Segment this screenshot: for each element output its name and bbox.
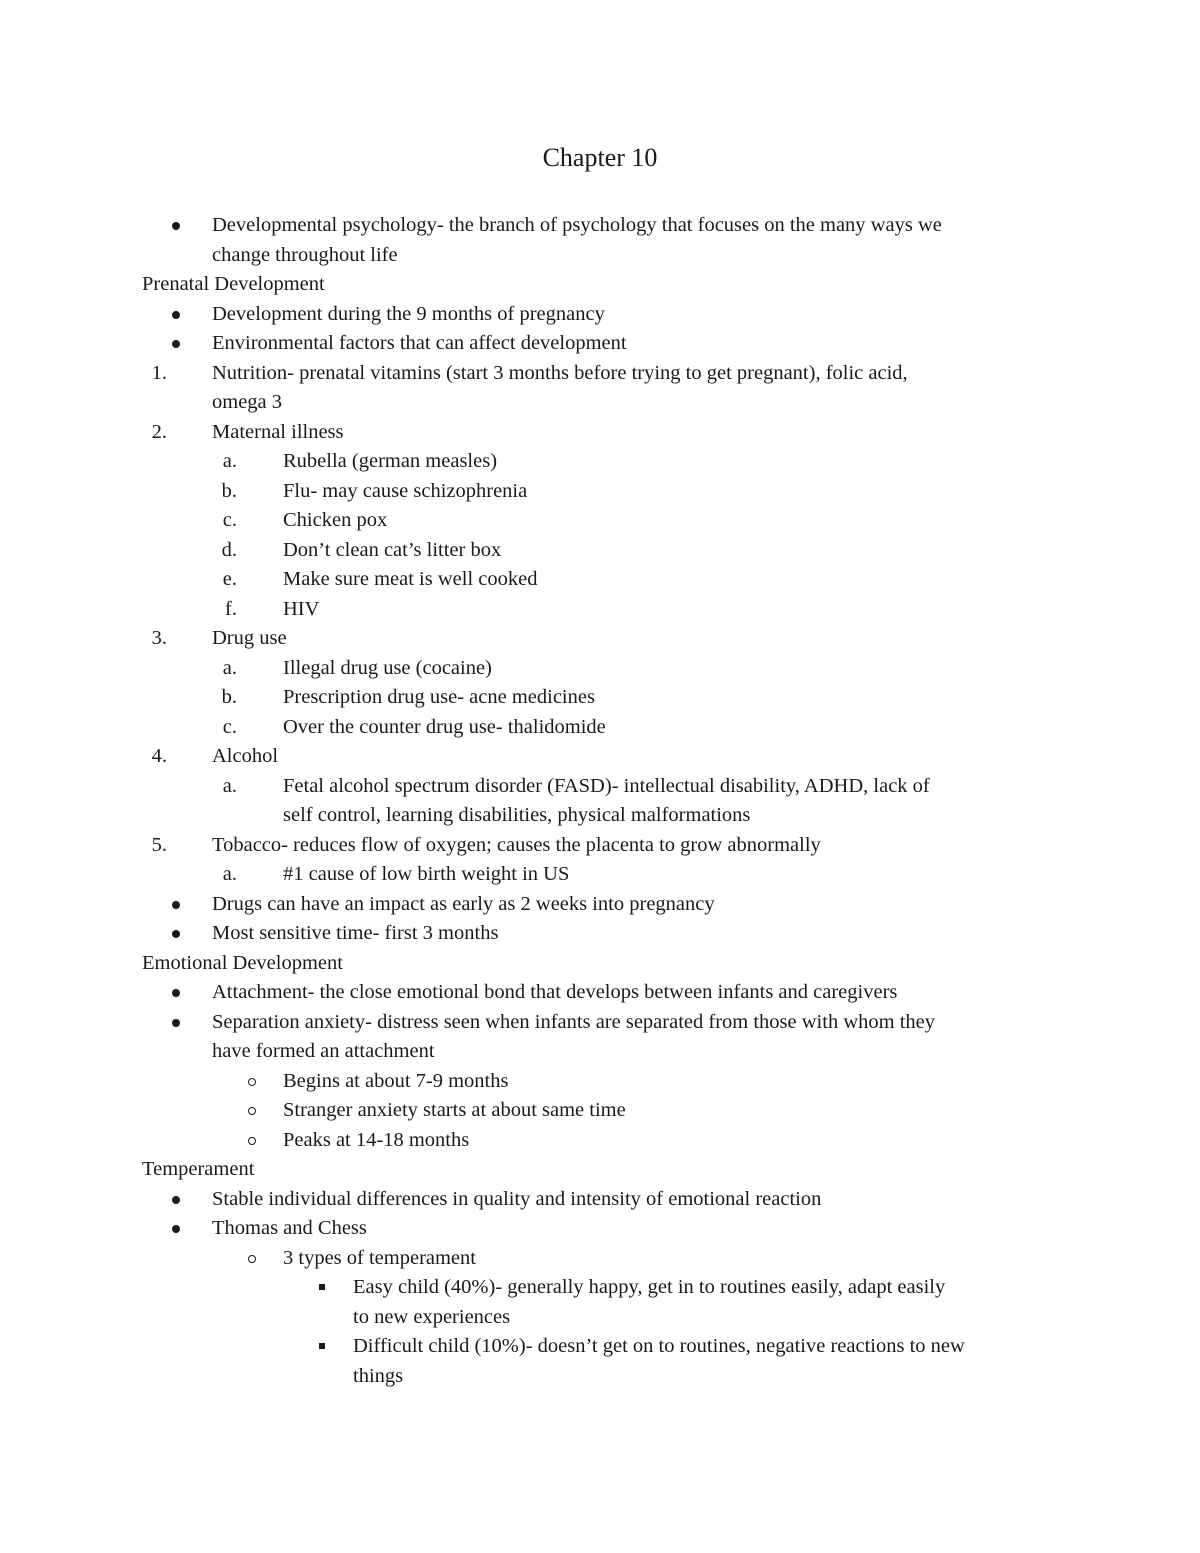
line-text: to new experiences bbox=[353, 1305, 511, 1328]
list-marker: e. bbox=[222, 568, 237, 590]
line-text: 3 types of temperament bbox=[283, 1246, 476, 1269]
list-marker: f. bbox=[225, 597, 237, 620]
list-marker: b. bbox=[221, 686, 237, 708]
outline-line bbox=[142, 1244, 1102, 1274]
bullet-dot-icon bbox=[172, 340, 180, 348]
outline-line bbox=[142, 1214, 1102, 1244]
section-heading bbox=[142, 1155, 1102, 1185]
line-text: Thomas and Chess bbox=[212, 1217, 367, 1239]
outline-line bbox=[142, 624, 1102, 654]
list-marker: a. bbox=[222, 656, 237, 679]
list-marker: 4. bbox=[151, 745, 167, 767]
line-text: HIV bbox=[283, 597, 320, 620]
outline-line bbox=[142, 654, 1102, 684]
outline-line bbox=[142, 211, 1102, 241]
outline-line bbox=[142, 418, 1102, 448]
outline-line bbox=[142, 801, 1102, 831]
line-text: Maternal illness bbox=[212, 420, 344, 443]
outline-line bbox=[142, 1037, 1102, 1067]
line-text: Emotional Development bbox=[142, 951, 343, 974]
line-text: Nutrition- prenatal vitamins (start 3 months before trying to get pregnant), folic acid, bbox=[212, 361, 908, 384]
bullet-dot-icon bbox=[172, 311, 180, 319]
outline-line bbox=[142, 1332, 1102, 1362]
line-text: Alcohol bbox=[212, 745, 279, 767]
list-marker: 1. bbox=[151, 361, 167, 384]
bullet-dot-icon bbox=[172, 1196, 180, 1204]
outline-line bbox=[142, 1126, 1102, 1156]
outline-line bbox=[142, 919, 1102, 949]
line-text: Prescription drug use- acne medicines bbox=[283, 686, 595, 708]
line-text: Separation anxiety- distress seen when infants are separated from those with whom they bbox=[212, 1010, 935, 1033]
line-text: Don’t clean cat’s litter box bbox=[283, 538, 502, 561]
line-text: Flu- may cause schizophrenia bbox=[283, 479, 528, 502]
list-marker: a. bbox=[222, 863, 237, 885]
outline-line bbox=[142, 831, 1102, 861]
outline-line bbox=[142, 447, 1102, 477]
bullet-dot-icon bbox=[172, 989, 180, 997]
line-text: Fetal alcohol spectrum disorder (FASD)- intellectual disability, ADHD, lack of bbox=[283, 774, 930, 797]
outline-line bbox=[142, 1303, 1102, 1333]
list-marker: d. bbox=[221, 538, 237, 561]
line-text: Attachment- the close emotional bond that develops between infants and caregivers bbox=[212, 981, 898, 1003]
bullet-dot-icon bbox=[172, 901, 180, 909]
outline-line bbox=[142, 359, 1102, 389]
line-text: Illegal drug use (cocaine) bbox=[283, 656, 492, 679]
outline-line bbox=[142, 683, 1102, 713]
line-text: Stable individual differences in quality and intensity of emotional reaction bbox=[212, 1187, 822, 1210]
line-text: Easy child (40%)- generally happy, get in to routines easily, adapt easily bbox=[353, 1276, 946, 1298]
outline-line bbox=[142, 1096, 1102, 1126]
list-marker: 3. bbox=[151, 627, 167, 649]
line-text: self control, learning disabilities, physical malformations bbox=[283, 804, 751, 826]
line-text: Tobacco- reduces flow of oxygen; causes the placenta to grow abnormally bbox=[212, 833, 821, 856]
list-marker: 5. bbox=[151, 833, 167, 856]
bullet-square-icon bbox=[319, 1343, 325, 1349]
line-text: Over the counter drug use- thalidomide bbox=[283, 715, 606, 738]
list-marker: 2. bbox=[151, 420, 167, 443]
list-marker: c. bbox=[222, 509, 237, 531]
outline-line bbox=[142, 742, 1102, 772]
list-marker: b. bbox=[221, 479, 237, 502]
outline-line bbox=[142, 978, 1102, 1008]
line-text: Make sure meat is well cooked bbox=[283, 568, 538, 590]
line-text: Most sensitive time- first 3 months bbox=[212, 922, 499, 944]
outline-line bbox=[142, 713, 1102, 743]
page-title: Chapter 10 bbox=[542, 143, 658, 172]
outline-line bbox=[142, 772, 1102, 802]
bullet-dot-icon bbox=[172, 1225, 180, 1233]
line-text: have formed an attachment bbox=[212, 1040, 435, 1062]
line-text: change throughout life bbox=[212, 243, 398, 266]
outline-line bbox=[142, 329, 1102, 359]
outline-line bbox=[142, 1067, 1102, 1097]
list-marker: c. bbox=[222, 715, 237, 738]
bullet-square-icon bbox=[319, 1284, 325, 1290]
line-text: things bbox=[353, 1364, 404, 1387]
line-text: #1 cause of low birth weight in US bbox=[283, 863, 570, 885]
line-text: Drugs can have an impact as early as 2 weeks into pregnancy bbox=[212, 892, 715, 915]
section-heading bbox=[142, 949, 1102, 979]
outline-line bbox=[142, 860, 1102, 890]
bullet-dot-icon bbox=[172, 1019, 180, 1027]
outline-line bbox=[142, 506, 1102, 536]
line-text: Peaks at 14-18 months bbox=[283, 1128, 470, 1151]
line-text: Developmental psychology- the branch of psychology that focuses on the many ways we bbox=[212, 214, 942, 236]
section-heading bbox=[142, 270, 1102, 300]
line-text: Prenatal Development bbox=[142, 273, 325, 295]
outline-line bbox=[142, 565, 1102, 595]
bullet-circle-icon bbox=[248, 1137, 256, 1145]
line-text: Stranger anxiety starts at about same time bbox=[283, 1099, 626, 1121]
bullet-circle-icon bbox=[248, 1255, 256, 1263]
outline-line bbox=[142, 1273, 1102, 1303]
outline-line bbox=[142, 477, 1102, 507]
outline-line bbox=[142, 890, 1102, 920]
line-text: omega 3 bbox=[212, 391, 283, 413]
outline-line bbox=[142, 388, 1102, 418]
line-text: Rubella (german measles) bbox=[283, 450, 498, 472]
outline-line bbox=[142, 1008, 1102, 1038]
outline-line bbox=[142, 536, 1102, 566]
line-text: Temperament bbox=[142, 1158, 255, 1180]
notes-body bbox=[142, 211, 1102, 1391]
outline-line bbox=[142, 1185, 1102, 1215]
line-text: Drug use bbox=[212, 627, 287, 649]
bullet-dot-icon bbox=[172, 222, 180, 230]
line-text: Chicken pox bbox=[283, 509, 388, 531]
outline-line bbox=[142, 595, 1102, 625]
line-text: Difficult child (10%)- doesn’t get on to routines, negative reactions to new bbox=[353, 1335, 965, 1357]
line-text: Development during the 9 months of pregnancy bbox=[212, 302, 605, 325]
bullet-dot-icon bbox=[172, 930, 180, 938]
outline-line bbox=[142, 1362, 1102, 1392]
list-marker: a. bbox=[222, 774, 237, 797]
line-text: Begins at about 7-9 months bbox=[283, 1069, 509, 1092]
list-marker: a. bbox=[222, 450, 237, 472]
bullet-circle-icon bbox=[248, 1107, 256, 1115]
outline-line bbox=[142, 300, 1102, 330]
line-text: Environmental factors that can affect development bbox=[212, 332, 627, 354]
outline-line bbox=[142, 241, 1102, 271]
bullet-circle-icon bbox=[248, 1078, 256, 1086]
